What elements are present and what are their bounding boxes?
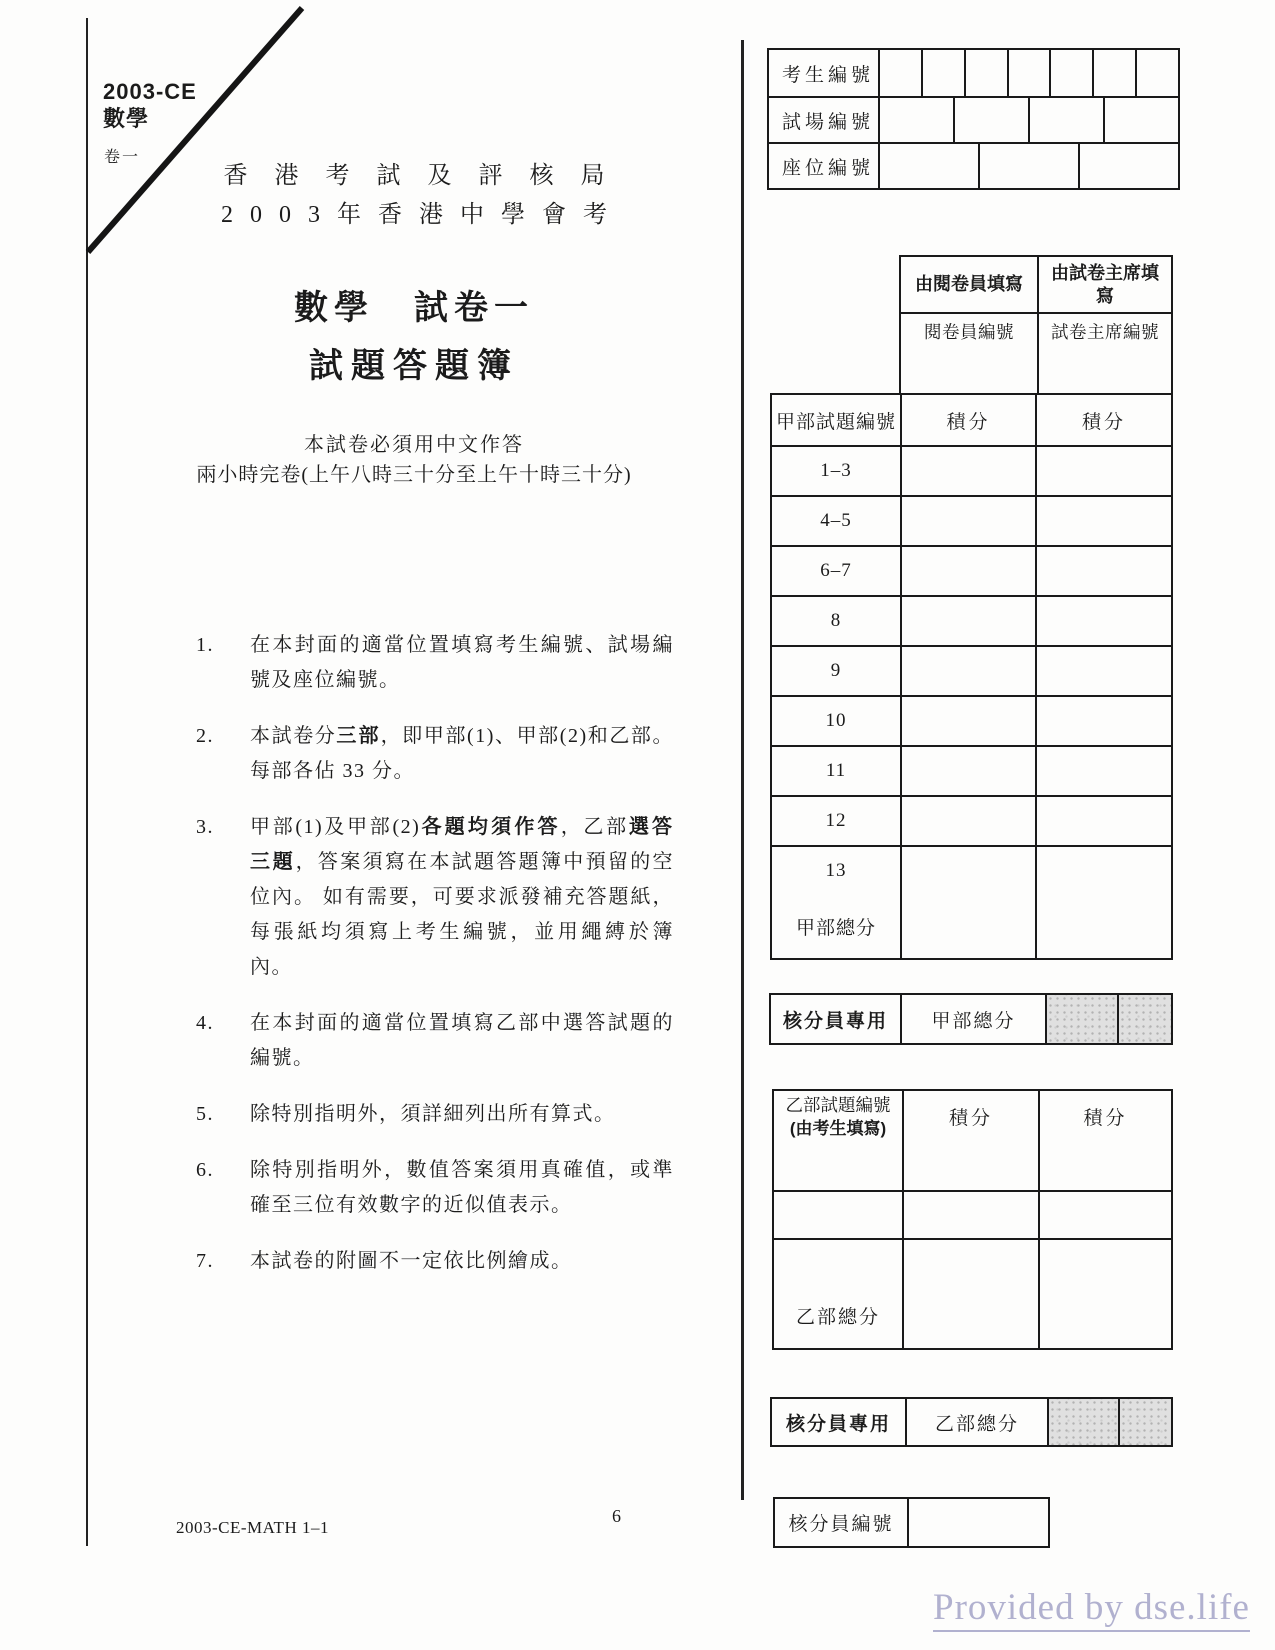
marker-number-label: 閱卷員編號: [901, 314, 1039, 393]
section-a-total-label: 甲部總分: [902, 995, 1047, 1043]
marks-cell: [1037, 697, 1171, 745]
paper-number-label: 卷一: [104, 149, 141, 166]
id-table-row: [769, 96, 1178, 142]
section-b-header-row: [774, 1091, 1171, 1142]
id-row-label: 試場編號: [769, 98, 880, 142]
section-b-col-label-line1: 乙部試題編號: [785, 1094, 891, 1115]
instruction-item: [196, 1153, 674, 1223]
question-number-cell: 9: [772, 647, 902, 695]
shaded-cell: [1049, 1399, 1120, 1445]
marks-cell: [1037, 895, 1171, 958]
instruction-number: 1.: [196, 634, 214, 656]
question-number-cell: 6–7: [772, 547, 902, 595]
id-entry-cell: [880, 98, 953, 142]
marks-col-label: 積分: [902, 395, 1037, 445]
section-b-col-label-line2: (由考生填寫): [789, 1118, 887, 1138]
instruction-text: 在本封面的適當位置填寫乙部中選答試題的編號。: [250, 1012, 674, 1069]
shaded-cell: [1119, 995, 1171, 1043]
checker-number-table: [773, 1497, 1050, 1548]
id-row-cells: [880, 98, 1178, 142]
question-number-cell: [774, 1192, 904, 1238]
marks-cell: [1037, 447, 1171, 495]
marks-col-label: 積分: [904, 1091, 1040, 1142]
instruction-item: [196, 1244, 674, 1279]
section-b-row: [774, 1142, 1171, 1190]
section-a-row: [772, 495, 1171, 545]
id-entry-cell: [880, 50, 921, 96]
instruction-text: 在本封面的適當位置填寫考生編號、試場編號及座位編號。: [250, 634, 674, 691]
question-number-cell: 12: [772, 797, 902, 845]
id-row-cells: [880, 144, 1178, 188]
id-table-row: [769, 142, 1178, 188]
section-a-header-row: [772, 395, 1171, 445]
shaded-cell: [1120, 1399, 1171, 1445]
question-number-cell: 8: [772, 597, 902, 645]
instruction-text: 除特別指明外，數值答案須用真確值，或準確至三位有效數字的近似值表示。: [250, 1159, 674, 1216]
instruction-item: [196, 1006, 674, 1076]
paper-code-subject: 數學: [103, 106, 150, 131]
id-entry-cell: [1028, 98, 1103, 142]
marks-cell: [1037, 847, 1171, 895]
section-b-total-label: 乙部總分: [907, 1399, 1049, 1445]
section-a-total-row: [772, 895, 1171, 958]
column-divider-rule: [741, 40, 744, 1500]
marks-cell: [1040, 1240, 1171, 1286]
instruction-number: 5.: [196, 1103, 214, 1125]
section-b-total-row: [774, 1286, 1171, 1348]
marks-cell: [904, 1286, 1040, 1348]
language-note: 本試卷必須用中文作答: [304, 434, 524, 456]
marks-cell: [902, 797, 1037, 845]
marks-cell: [1037, 647, 1171, 695]
id-entry-cell: [964, 50, 1007, 96]
checker-only-label: 核分員專用: [772, 1399, 907, 1445]
section-a-marks-table: [770, 393, 1173, 960]
marks-cell: [902, 547, 1037, 595]
paper-title: 數學 試卷一: [294, 289, 534, 327]
section-b-marks-table: [772, 1089, 1173, 1350]
marks-cell: [1037, 747, 1171, 795]
section-b-row: [774, 1238, 1171, 1286]
instructions-list: [196, 628, 674, 1300]
instruction-text: 本試卷的附圖不一定依比例繪成。: [250, 1250, 573, 1272]
marks-cell: [1040, 1142, 1171, 1190]
id-row-label: 考生編號: [769, 50, 880, 96]
marks-cell: [1040, 1192, 1171, 1238]
section-a-row: [772, 845, 1171, 895]
marks-cell: [902, 497, 1037, 545]
instruction-item: [196, 628, 674, 698]
marks-cell: [904, 1192, 1040, 1238]
marks-cell: [902, 697, 1037, 745]
id-entry-cell: [978, 144, 1078, 188]
authority-name: 香港考試及評核局: [223, 163, 632, 189]
question-number-cell: 11: [772, 747, 902, 795]
question-number-cell: 1–3: [772, 447, 902, 495]
section-a-question-col-label: 甲部試題編號: [772, 395, 902, 445]
marker-number-row: [901, 312, 1171, 393]
id-entry-cell: [1049, 50, 1092, 96]
instruction-number: 3.: [196, 816, 214, 838]
candidate-id-table: [767, 48, 1180, 190]
instruction-number: 4.: [196, 1012, 214, 1034]
id-row-cells: [880, 50, 1178, 96]
checker-only-label: 核分員專用: [771, 995, 902, 1043]
marks-cell: [902, 447, 1037, 495]
id-entry-cell: [1103, 98, 1178, 142]
paper-code-year: 2003-CE: [103, 79, 197, 104]
section-b-row: [774, 1190, 1171, 1238]
marks-cell: [1037, 597, 1171, 645]
paper-code: [103, 78, 197, 132]
booklet-title: 試題答題簿: [309, 347, 519, 385]
question-number-cell: [774, 1142, 904, 1190]
chief-examiner-number-label: 試卷主席編號: [1051, 322, 1159, 342]
time-note: 兩小時完卷(上午八時三十分至上午十時三十分): [196, 464, 632, 486]
chief-examiner-fill-label: 由試卷主席填寫: [1051, 262, 1159, 306]
marks-cell: [902, 747, 1037, 795]
id-entry-cell: [1007, 50, 1050, 96]
marker-fill-label: 由閱卷員填寫: [901, 257, 1039, 312]
section-a-row: [772, 695, 1171, 745]
watermark: Provided by dse.life: [933, 1586, 1250, 1632]
marks-cell: [902, 647, 1037, 695]
marker-header-row: [901, 257, 1171, 312]
id-entry-cell: [921, 50, 964, 96]
marks-cell: [1040, 1286, 1171, 1348]
instruction-text: 除特別指明外，須詳細列出所有算式。: [250, 1103, 616, 1125]
section-b-rows: [774, 1142, 1171, 1286]
id-entry-cell: [1078, 144, 1178, 188]
section-a-row: [772, 645, 1171, 695]
marks-cell: [902, 597, 1037, 645]
marks-col-label: 積分: [1083, 1108, 1128, 1129]
question-number-cell: 4–5: [772, 497, 902, 545]
question-number-cell: [774, 1240, 904, 1286]
id-entry-cell: [953, 98, 1028, 142]
instruction-item: [196, 1097, 674, 1132]
instruction-text: 甲部(1)及甲部(2)各題均須作答，乙部選答三題，答案須寫在本試題答題簿中預留的空位內。 如有需要，可要求派發補充答題紙，每張紙均須寫上考生編號，並用繩縛於簿內。: [250, 816, 675, 978]
marks-cell: [902, 847, 1037, 895]
instruction-number: 6.: [196, 1159, 214, 1181]
section-a-row: [772, 445, 1171, 495]
marks-cell: [904, 1142, 1040, 1190]
id-entry-cell: [1135, 50, 1178, 96]
section-a-row: [772, 545, 1171, 595]
marks-cell: [1037, 497, 1171, 545]
section-b-total-label: 乙部總分: [774, 1286, 904, 1348]
marks-cell: [1037, 547, 1171, 595]
instruction-text: 本試卷分三部，即甲部(1)、甲部(2)和乙部。 每部各佔 33 分。: [250, 725, 675, 782]
checker-number-label: 核分員編號: [775, 1499, 909, 1546]
instruction-item: [196, 810, 674, 985]
id-entry-cell: [1092, 50, 1135, 96]
instruction-number: 7.: [196, 1250, 214, 1272]
instruction-item: [196, 719, 674, 789]
section-a-rows: [772, 445, 1171, 895]
marks-cell: [902, 895, 1037, 958]
section-a-row: [772, 595, 1171, 645]
question-number-cell: 10: [772, 697, 902, 745]
page-number: 6: [612, 1506, 621, 1526]
footer-paper-code: 2003-CE-MATH 1–1: [176, 1518, 329, 1537]
marker-header-table: [899, 255, 1173, 395]
checker-row-section-b: [770, 1397, 1173, 1447]
instruction-number: 2.: [196, 725, 214, 747]
question-number-cell: 13: [772, 847, 902, 895]
section-a-row: [772, 795, 1171, 845]
id-table-row: [769, 50, 1178, 96]
marks-cell: [904, 1240, 1040, 1286]
checker-row-section-a: [769, 993, 1173, 1045]
shaded-cell: [1047, 995, 1119, 1043]
id-row-label: 座位編號: [769, 144, 880, 188]
section-a-total-label: 甲部總分: [772, 895, 902, 958]
marks-col-label: 積分: [1081, 411, 1126, 433]
id-entry-cell: [880, 144, 978, 188]
exam-name: 2003年香港中學會考: [221, 202, 624, 228]
checker-number-cell: [909, 1499, 1048, 1546]
section-b-question-col-label: [774, 1091, 904, 1142]
marks-cell: [1037, 797, 1171, 845]
section-a-row: [772, 745, 1171, 795]
